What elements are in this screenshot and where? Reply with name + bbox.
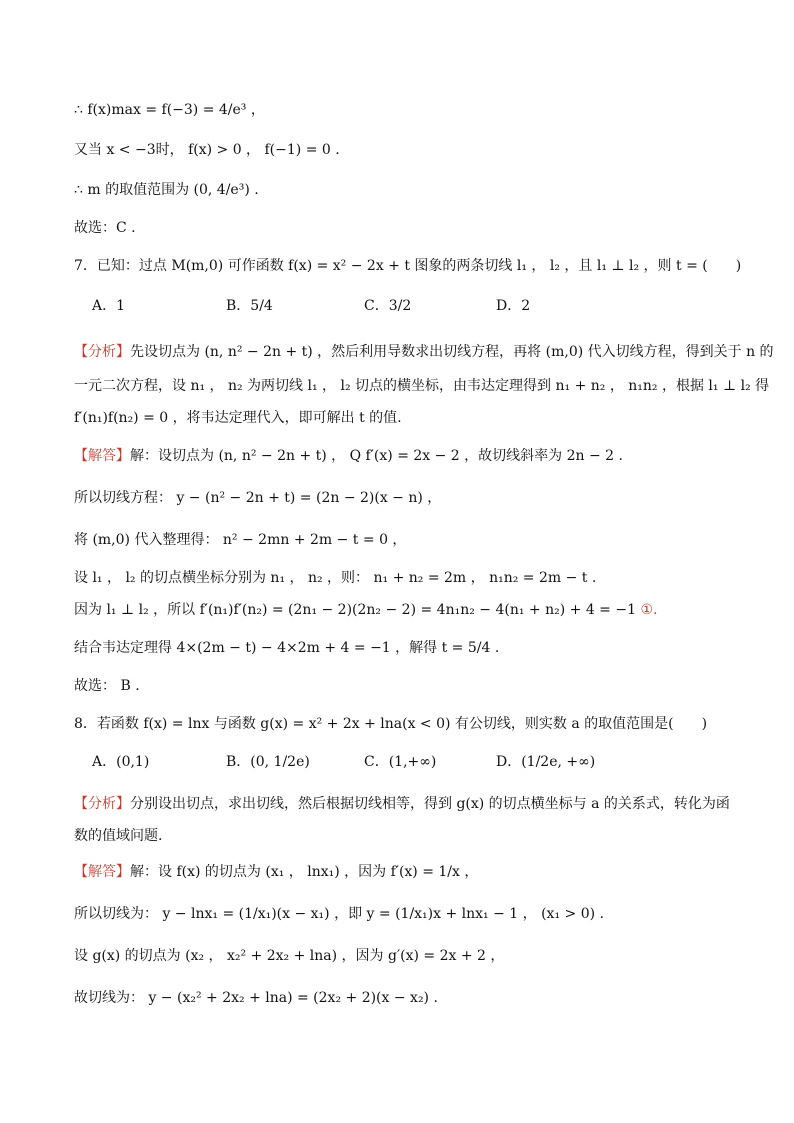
text-line: 所以切线方程： y − (n² − 2n + t) = (2n − 2)(x − n) ， — [74, 490, 442, 506]
text-line: 故切线为： y − (x₂² + 2x₂ + lna) = (2x₂ + 2)(x − x₂) . — [74, 990, 438, 1006]
text-line: 故选：C . — [74, 220, 136, 236]
q8-option-d: D．(1/2e, +∞) — [496, 754, 596, 770]
analysis-text: 先设切点为 (n, n² − 2n + t) ，然后利用导数求出切线方程，再将 (m,0) 代入切线方程，得到关于 n 的 — [130, 344, 774, 360]
q7-option-a: A．1 — [92, 298, 126, 314]
text-line — [74, 600, 657, 620]
text-line: f′(n₁)f(n₂) = 0 ，将韦达定理代入，即可解出 t 的值. — [74, 410, 402, 426]
text-line: ∴ m 的取值范围为 (0, 4/e³) . — [74, 182, 259, 198]
text-line: 将 (m,0) 代入整理得： n² − 2mn + 2m − t = 0 ， — [74, 532, 407, 548]
solution-text: 因为 l₁ ⊥ l₂ ，所以 f′(n₁)f′(n₂) = (2n₁ − 2)(2n₂ − 2) = 4n₁n₂ − 4(n₁ + n₂) + 4 = −1 — [74, 602, 641, 618]
analysis-tag: 【分析】 — [74, 344, 130, 360]
text-line: 又当 x < −3时， f(x) > 0 ， f(−1) = 0 . — [74, 142, 340, 158]
solution-text: 解：设切点为 (n, n² − 2n + t) ， Q f′(x) = 2x − 2 ，故切线斜率为 2n − 2 . — [130, 448, 623, 464]
text-line: 结合韦达定理得 4×(2m − t) − 4×2m + 4 = −1 ，解得 t = 5/4 . — [74, 640, 500, 656]
question-8: 8．若函数 f(x) = lnx 与函数 g(x) = x² + 2x + lna(x < 0) 有公切线，则实数 a 的取值范围是( ) — [74, 716, 708, 732]
q8-option-a: A．(0,1) — [92, 754, 150, 770]
text-line: 所以切线为： y − lnx₁ = (1/x₁)(x − x₁) ，即 y = (1/x₁)x + lnx₁ − 1 ， (x₁ > 0) . — [74, 906, 604, 922]
q7-solution-line — [74, 446, 623, 466]
q8-option-b: B．(0, 1/2e) — [226, 754, 310, 770]
text-line: 故选： B . — [74, 678, 140, 694]
q8-option-c: C．(1,+∞) — [364, 754, 437, 770]
text-line: 数的值域问题. — [74, 828, 163, 844]
text-line: 一元二次方程，设 n₁ ， n₂ 为两切线 l₁ ， l₂ 切点的横坐标，由韦达定理得到 n₁ + n₂ ， n₁n₂ ，根据 l₁ ⊥ l₂ 得 — [74, 378, 770, 394]
q7-option-b: B．5/4 — [226, 298, 273, 314]
solution-tag: 【解答】 — [74, 448, 130, 464]
q7-option-d: D．2 — [496, 298, 531, 314]
text-line: 设 l₁ ， l₂ 的切点横坐标分别为 n₁ ， n₂ ，则： n₁ + n₂ = 2m ， n₁n₂ = 2m − t . — [74, 570, 597, 586]
q8-solution-line — [74, 862, 478, 882]
q8-analysis-line — [74, 794, 730, 814]
equation-marker: ①. — [640, 602, 658, 618]
q7-option-c: C．3/2 — [364, 298, 412, 314]
solution-text: 解：设 f(x) 的切点为 (x₁ ， lnx₁) ，因为 f′(x) = 1/x ， — [130, 864, 479, 880]
question-7: 7．已知：过点 M(m,0) 可作函数 f(x) = x² − 2x + t 图象的两条切线 l₁ ， l₂ ，且 l₁ ⊥ l₂ ，则 t = ( ) — [74, 258, 742, 274]
solution-tag: 【解答】 — [74, 864, 130, 880]
analysis-text: 分别设出切点，求出切线，然后根据切线相等，得到 g(x) 的切点横坐标与 a 的关系式，转化为函 — [130, 796, 730, 812]
text-line: 设 g(x) 的切点为 (x₂ ， x₂² + 2x₂ + lna) ，因为 g′(x) = 2x + 2 ， — [74, 948, 505, 964]
analysis-tag: 【分析】 — [74, 796, 130, 812]
text-line: ∴ f(x)max = f(−3) = 4/e³ ， — [74, 102, 265, 118]
q7-analysis-line — [74, 342, 774, 362]
